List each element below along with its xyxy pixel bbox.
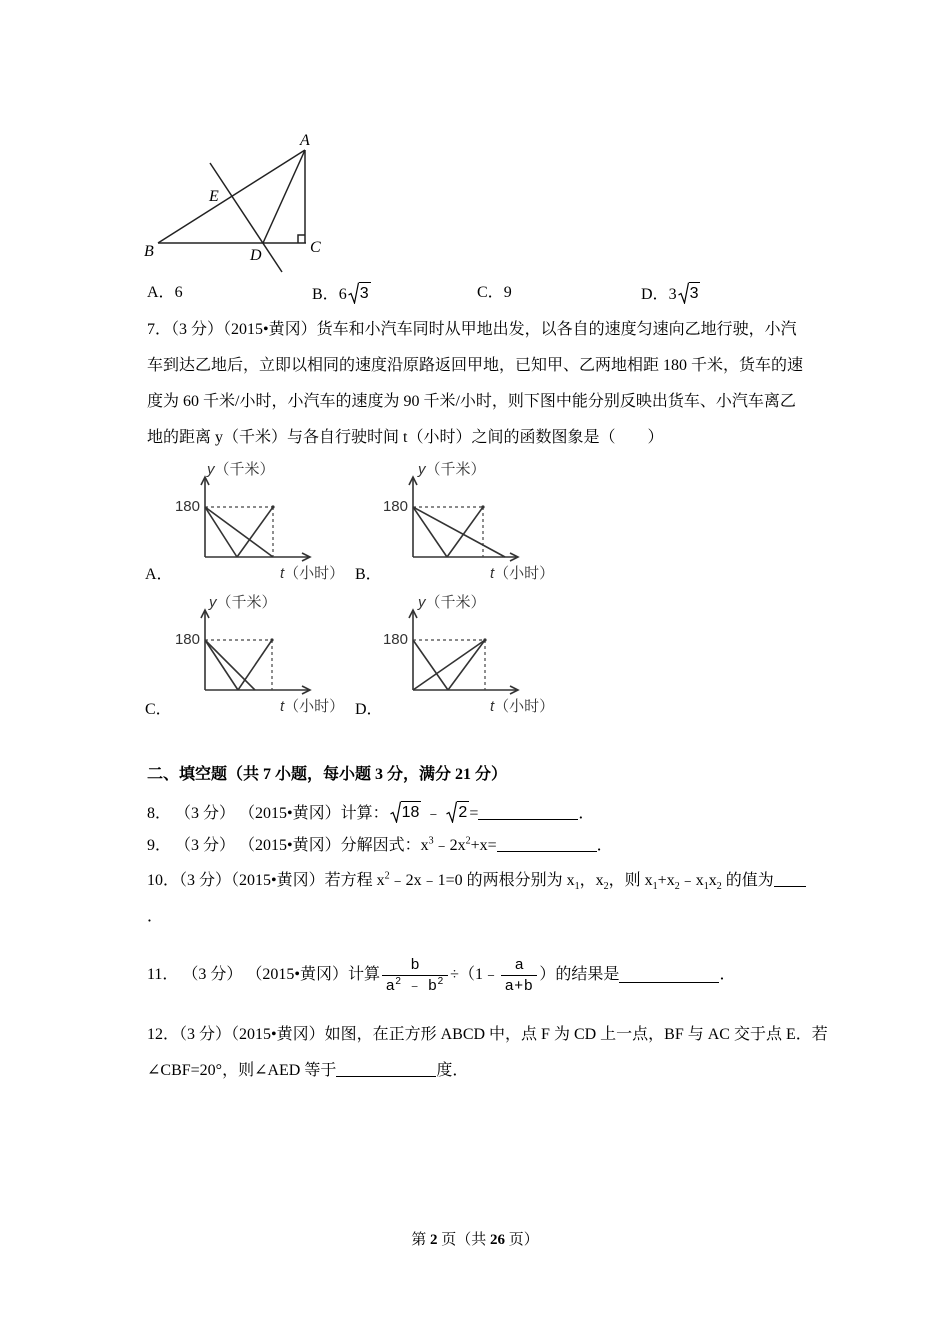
q12-line-2	[147, 1060, 468, 1082]
section-title: 二、填空题（共 7 小题，每小题 3 分，满分 21 分）	[147, 766, 508, 783]
y-axis-label	[206, 461, 275, 478]
radicand: 3	[689, 282, 701, 303]
q9-term: ﹣2x	[433, 837, 466, 854]
q10-exponent: 2	[384, 870, 390, 882]
y-axis-label	[417, 594, 486, 611]
x-axis-label	[280, 698, 344, 715]
radical	[678, 282, 701, 304]
question-10	[147, 870, 806, 892]
graph-d-letter: D．	[355, 701, 383, 718]
car-outbound-line	[413, 507, 447, 557]
y-var: y	[418, 594, 426, 611]
answer-blank	[478, 805, 578, 820]
option-d-letter: D．	[641, 286, 669, 303]
x-unit: （小时）	[494, 698, 555, 715]
graph-b	[373, 455, 563, 585]
graph-a-letter: A．	[145, 566, 173, 583]
q7-line-1: 7．（3 分）（2015•黄冈）货车和小汽车同时从甲地出发，以各自的速度匀速向乙地行驶，小汽	[147, 321, 797, 338]
label-b: B	[144, 243, 154, 260]
answer-blank	[336, 1062, 436, 1077]
fraction-2	[501, 955, 537, 996]
q10-text: ，则 x	[608, 872, 653, 889]
fraction-2-numerator: a	[501, 955, 537, 976]
y-var: y	[418, 461, 426, 478]
q7-line-3: 度为 60 千米/小时，小汽车的速度为 90 千米/小时，则下图中能分别反映出货车、小汽车离乙	[147, 393, 796, 410]
option-a-letter: A．	[147, 284, 175, 301]
y-var: y	[207, 461, 215, 478]
den-term: ﹣ b	[401, 976, 438, 994]
fraction-1-denominator	[382, 976, 448, 996]
car-return-line	[448, 640, 485, 690]
y-var: y	[209, 594, 217, 611]
option-c-value: 9	[503, 284, 512, 301]
x-axis-label	[490, 698, 554, 715]
x-axis-label	[490, 565, 554, 582]
x-axis-label	[280, 565, 344, 582]
graph-c	[165, 588, 355, 718]
graph-b-letter: B．	[355, 566, 382, 583]
car-return-line	[237, 507, 273, 557]
footer-middle: 页（共	[437, 1232, 490, 1248]
q10-text: ﹣x	[679, 872, 704, 889]
x-unit: （小时）	[494, 565, 555, 582]
x-unit: （小时）	[284, 698, 345, 715]
q10-subscript: 1	[703, 881, 709, 893]
fraction-1	[382, 955, 448, 996]
option-b-coef: 6	[338, 286, 347, 303]
car-return-line	[238, 640, 272, 690]
q11-end: ．	[719, 966, 736, 983]
q11-middle: ÷（1﹣	[450, 966, 499, 983]
q11-prefix: 11． （3 分） （2015•黄冈）计算	[147, 966, 381, 983]
y-tick-label: 180	[382, 631, 408, 648]
option-c	[477, 282, 512, 304]
label-a: A	[300, 132, 310, 149]
radicand: 2	[457, 801, 469, 822]
car-outbound-line	[413, 640, 448, 690]
q9-end: ．	[596, 837, 613, 854]
car-outbound-line	[205, 640, 238, 690]
q10-text: x	[708, 872, 717, 889]
den-exponent: 2	[437, 975, 445, 987]
q8-end: ．	[578, 805, 595, 822]
car-return-line	[447, 507, 483, 557]
q10-subscript: 2	[603, 881, 609, 893]
x-unit: （小时）	[284, 565, 345, 582]
right-angle-mark	[298, 235, 305, 243]
truck-line	[413, 507, 505, 557]
q9-prefix: 9． （3 分） （2015•黄冈）分解因式：x	[147, 837, 429, 854]
q10-subscript: 1	[574, 881, 580, 893]
option-c-letter: C．	[477, 284, 504, 301]
q8-prefix: 8． （3 分） （2015•黄冈）计算：	[147, 805, 389, 822]
radicand: 3	[359, 282, 371, 303]
radical	[446, 801, 469, 823]
radical	[348, 282, 371, 304]
option-b	[312, 282, 371, 306]
label-e: E	[209, 188, 219, 205]
y-unit: （千米）	[425, 594, 486, 611]
x-var: t	[490, 565, 495, 582]
x-var: t	[280, 565, 285, 582]
y-axis-label	[417, 461, 486, 478]
y-tick-label: 180	[174, 631, 200, 648]
label-d: D	[250, 247, 262, 264]
option-a-value: 6	[174, 284, 183, 301]
y-tick-label: 180	[382, 498, 408, 515]
triangle-figure	[140, 128, 340, 278]
radical-sign-icon	[678, 282, 689, 304]
radicand: 18	[401, 801, 422, 822]
footer-suffix: 页）	[505, 1232, 539, 1248]
label-c: C	[310, 239, 321, 256]
fraction-2-denominator: a+b	[504, 976, 534, 994]
option-d-coef: 3	[668, 286, 677, 303]
option-a	[147, 282, 183, 304]
fraction-1-numerator: b	[382, 955, 448, 976]
graph-a	[165, 455, 355, 585]
radical-sign-icon	[348, 282, 359, 304]
den-term: a	[386, 976, 396, 994]
footer-prefix: 第	[411, 1232, 430, 1248]
q8-minus: ﹣	[421, 805, 446, 822]
answer-blank	[497, 837, 597, 852]
question-9	[147, 835, 613, 857]
q7-line-4: 地的距离 y（千米）与各自行驶时间 t（小时）之间的函数图象是（ ）	[147, 429, 664, 446]
y-unit: （千米）	[425, 461, 486, 478]
q10-subscript: 1	[652, 881, 658, 893]
x-var: t	[280, 698, 285, 715]
q7-line-2: 车到达乙地后，立即以相同的速度沿原路返回甲地，已知甲、乙两地相距 180 千米，货车的速	[147, 357, 804, 374]
page-footer	[0, 1229, 950, 1251]
q8-equals: =	[469, 805, 479, 822]
q12-line-2-end: 度．	[436, 1062, 469, 1079]
q12-line-2-text: ∠CBF=20°，则∠AED 等于	[147, 1062, 337, 1079]
q10-subscript: 2	[716, 881, 722, 893]
radical-sign-icon	[446, 801, 457, 823]
y-tick-label: 180	[174, 498, 200, 515]
q10-end: ．	[147, 908, 164, 925]
q11-suffix: ）的结果是	[539, 966, 620, 983]
q12-line-1: 12．（3 分）（2015•黄冈）如图，在正方形 ABCD 中，点 F 为 CD 上一点，BF 与 AC 交于点 E．若	[147, 1026, 828, 1043]
q10-text: +x	[657, 872, 675, 889]
car-outbound-line	[205, 507, 237, 557]
graph-c-letter: C．	[145, 701, 172, 718]
x-var: t	[490, 698, 495, 715]
y-axis-label	[208, 594, 277, 611]
option-d	[641, 282, 700, 306]
y-unit: （千米）	[216, 594, 277, 611]
q10-text: ﹣2x﹣1=0 的两根分别为 x	[389, 872, 575, 889]
line-through-e-d	[210, 163, 282, 272]
graph-d	[373, 588, 563, 718]
q9-term: +x=	[470, 837, 497, 854]
current-page-number: 2	[429, 1232, 438, 1248]
option-b-letter: B．	[312, 286, 339, 303]
answer-blank	[774, 872, 806, 887]
q10-text: 的值为	[721, 872, 774, 889]
q9-exponent: 3	[428, 835, 434, 847]
truck-line	[205, 507, 273, 557]
y-unit: （千米）	[214, 461, 275, 478]
truck-line	[413, 640, 485, 690]
q10-prefix: 10．（3 分）（2015•黄冈）若方程 x	[147, 872, 385, 889]
question-11	[147, 952, 735, 998]
truck-line	[205, 640, 255, 690]
total-page-count: 26	[490, 1232, 505, 1248]
q10-text: ，x	[579, 872, 604, 889]
den-exponent: 2	[395, 975, 402, 987]
answer-blank	[619, 968, 719, 983]
radical	[390, 801, 422, 823]
radical-sign-icon	[390, 801, 401, 823]
question-8	[147, 801, 594, 825]
q9-exponent: 2	[465, 835, 471, 847]
q10-subscript: 2	[674, 881, 680, 893]
